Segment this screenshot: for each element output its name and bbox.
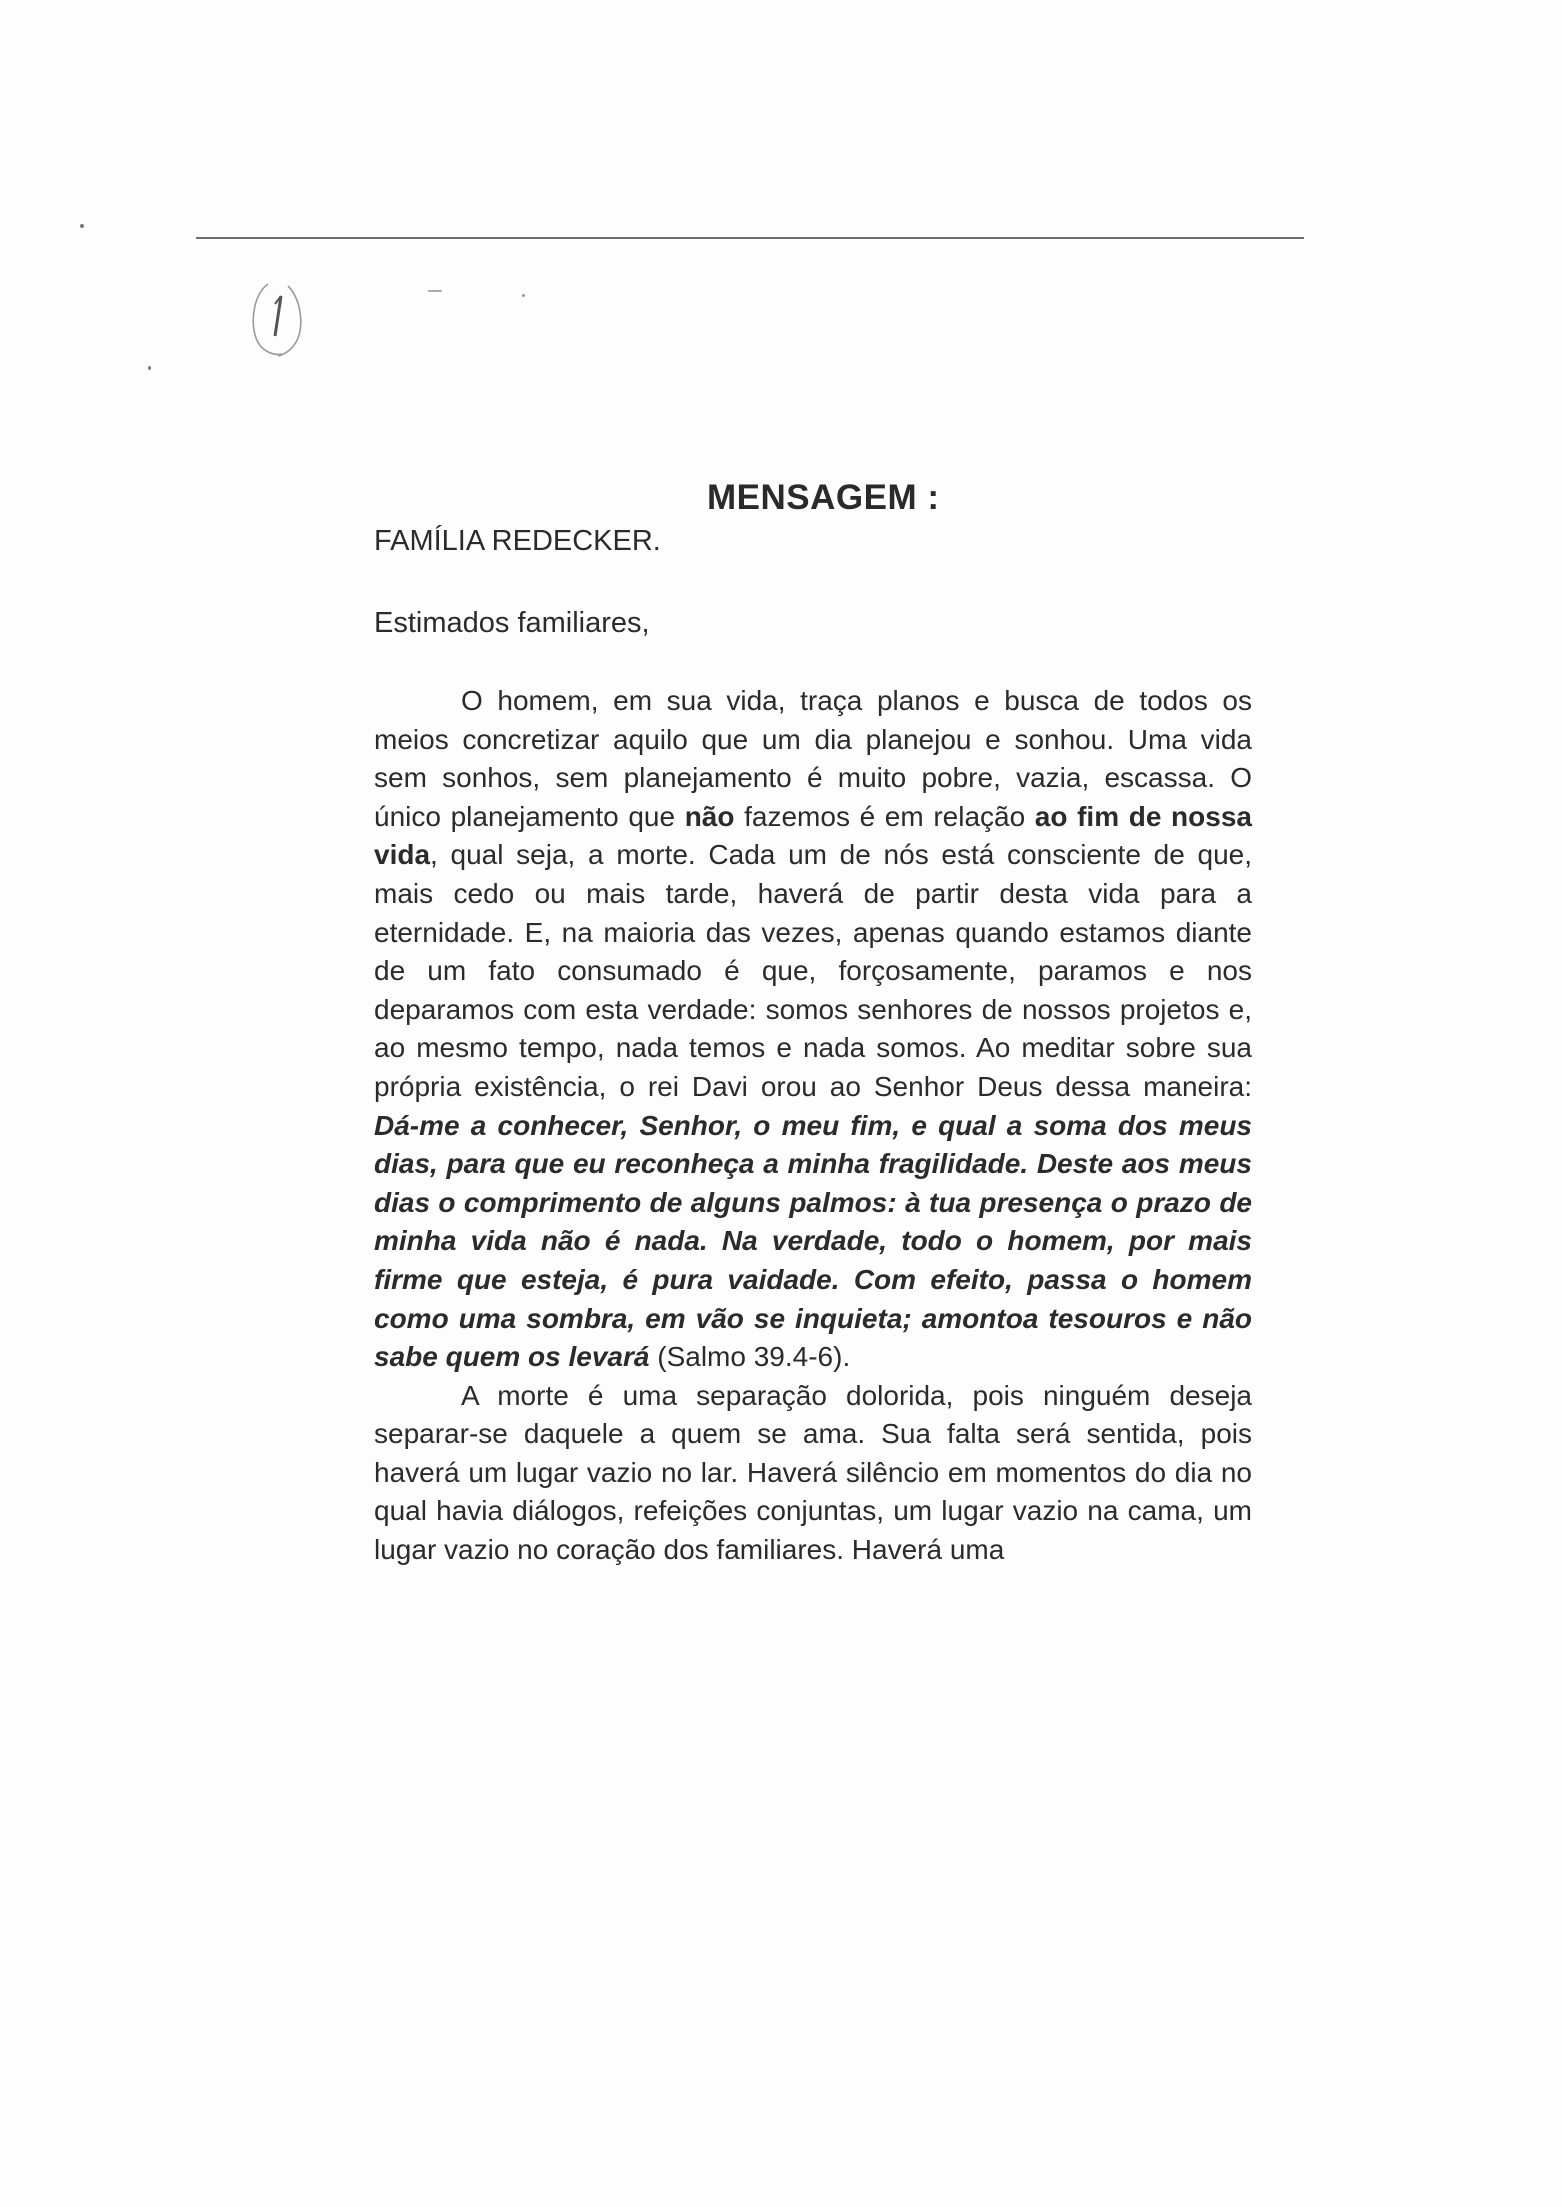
paragraph-1	[374, 682, 1252, 1377]
paragraph-2: A morte é uma separação dolorida, pois ninguém deseja separar-se daquele a quem se ama. Sua falta será sentida, pois haverá um lugar vazio no lar. Haverá silêncio em momentos do dia no qual havia diálogos, refeições conjuntas, um lugar vazio na cama, um lugar vazio no coração dos familiares. Haverá uma	[374, 1379, 1252, 1566]
emphasis-fim-da-vida: ao fim de nossa vida	[374, 800, 1252, 871]
scan-speck	[80, 224, 84, 228]
paragraph-1-text: O homem, em sua vida, traça planos e busca de todos os meios concretizar aquilo que um dia planejou e sonhou. Uma vida sem sonhos, sem planejamento é muito pobre, vazia, escassa. O único planejamento que	[374, 685, 1252, 832]
scan-speck	[148, 366, 151, 370]
paragraph-1-text: , qual seja, a morte. Cada um de nós está consciente de que, mais cedo ou mais tarde, haverá de partir desta vida para a eternidade. E, na maioria das vezes, apenas quando estamos diante de um fato consumado é que, forçosamente, paramos e nos deparamos com esta verdade: somos senhores de nossos projetos e, ao mesmo tempo, nada temos e nada somos. Ao meditar sobre sua própria existência, o rei Davi orou ao Senhor Deus dessa maneira:	[374, 839, 1252, 1102]
scan-speck	[428, 290, 442, 292]
scan-speck	[522, 294, 525, 297]
psalm-quote: Dá-me a conhecer, Senhor, o meu fim, e qual a soma dos meus dias, para que eu reconheça a minha fragilidade. Deste aos meus dias o comprimento de alguns palmos: à tua presença o prazo de minha vida não é nada. Na verdade, todo o homem, por mais firme que esteja, é pura vaidade. Com efeito, passa o homem como uma sombra, em vão se inquieta; amontoa tesouros e não sabe quem os levará	[374, 1109, 1252, 1373]
family-name: FAMÍLIA REDECKER.	[374, 525, 661, 557]
salutation: Estimados familiares,	[374, 607, 650, 639]
document-title: MENSAGEM :	[707, 478, 940, 517]
top-rule	[196, 237, 1304, 239]
emphasis-nao: não	[684, 800, 735, 832]
psalm-reference: (Salmo 39.4-6).	[649, 1341, 851, 1373]
paragraph-1-text: fazemos é em relação	[734, 800, 1035, 832]
handwritten-page-number	[248, 276, 306, 360]
message-body	[374, 682, 1252, 1570]
